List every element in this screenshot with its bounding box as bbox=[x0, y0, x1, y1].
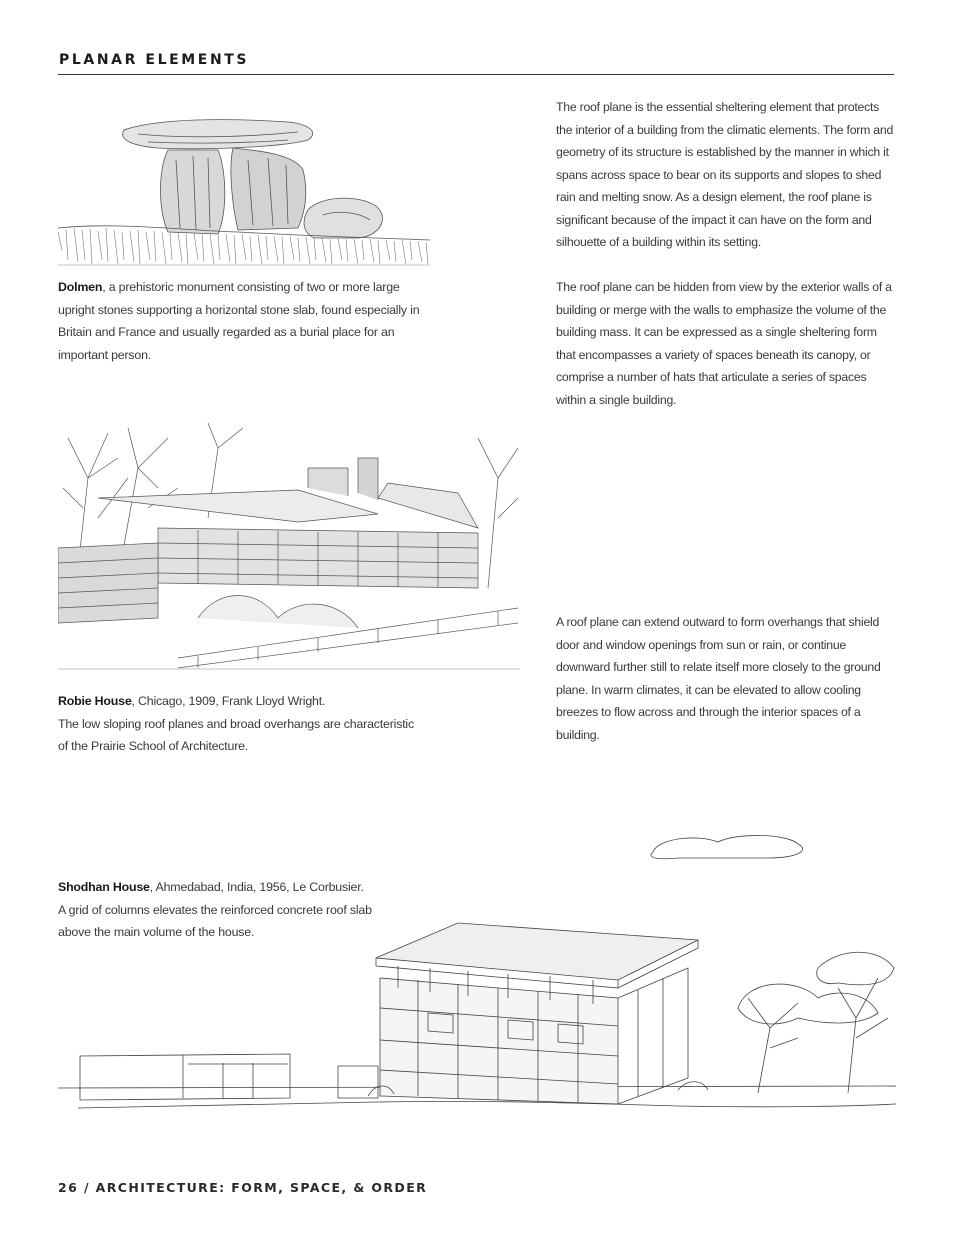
robie-house-illustration bbox=[58, 418, 520, 670]
dolmen-illustration bbox=[58, 110, 430, 268]
paragraph-2-text: The roof plane can be hidden from view by the exterior walls of a building or merge with the walls to emphasize the volume of the building mass. It can be expressed as a single sheltering form that encompasses a variety of spaces beneath its canopy, or comprise a number of hats that articulate a series of spaces within a single building. bbox=[556, 280, 892, 407]
shodhan-caption-title: Shodhan House bbox=[58, 880, 150, 894]
paragraph-roof-plane-sheltering bbox=[556, 96, 896, 254]
robie-caption-title: Robie House bbox=[58, 694, 132, 708]
robie-caption-line1 bbox=[58, 690, 478, 713]
shodhan-caption-line2: A grid of columns elevates the reinforced concrete roof slab bbox=[58, 902, 372, 917]
robie-caption-line2: The low sloping roof planes and broad overhangs are characteristic bbox=[58, 716, 414, 731]
paragraph-roof-plane-overhangs bbox=[556, 611, 896, 746]
paragraph-1-text: The roof plane is the essential sheltering element that protects the interior of a building from the climatic elements. The form and geometry of its structure is established by the manner in which it spans across space to bear on its supports and slopes to shed rain and melting snow. As a design element, the roof plane is significant because of the impact it can have on the form and silhouette of a building within its setting. bbox=[556, 100, 894, 249]
dolmen-caption-text: , a prehistoric monument consisting of two or more large upright stones supporting a horizontal stone slab, found especially in Britain and France and usually regarded as a burial place for an important person. bbox=[58, 280, 420, 362]
page-header bbox=[58, 50, 894, 75]
section-title: PLANAR ELEMENTS bbox=[59, 52, 250, 68]
dolmen-caption-title: Dolmen bbox=[58, 280, 103, 294]
paragraph-roof-plane-expression bbox=[556, 276, 896, 411]
robie-caption-location: , Chicago, 1909, Frank Lloyd Wright. bbox=[131, 694, 326, 708]
dolmen-caption bbox=[58, 276, 433, 366]
robie-caption bbox=[58, 690, 478, 758]
robie-caption-line3: of the Prairie School of Architecture. bbox=[58, 739, 249, 753]
paragraph-3-text: A roof plane can extend outward to form overhangs that shield door and window openings from sun or rain, or continue downward further still to relate itself more closely to the ground plane. In warm climates, it can be elevated to allow cooling breezes to flow across and through the interior spaces of a building. bbox=[556, 615, 881, 742]
page-footer: 26 / ARCHITECTURE: FORM, SPACE, & ORDER bbox=[58, 1180, 428, 1195]
shodhan-house-illustration bbox=[58, 828, 896, 1136]
shodhan-caption-line3: above the main volume of the house. bbox=[58, 925, 255, 939]
shodhan-caption-location: , Ahmedabad, India, 1956, Le Corbusier. bbox=[149, 880, 364, 894]
